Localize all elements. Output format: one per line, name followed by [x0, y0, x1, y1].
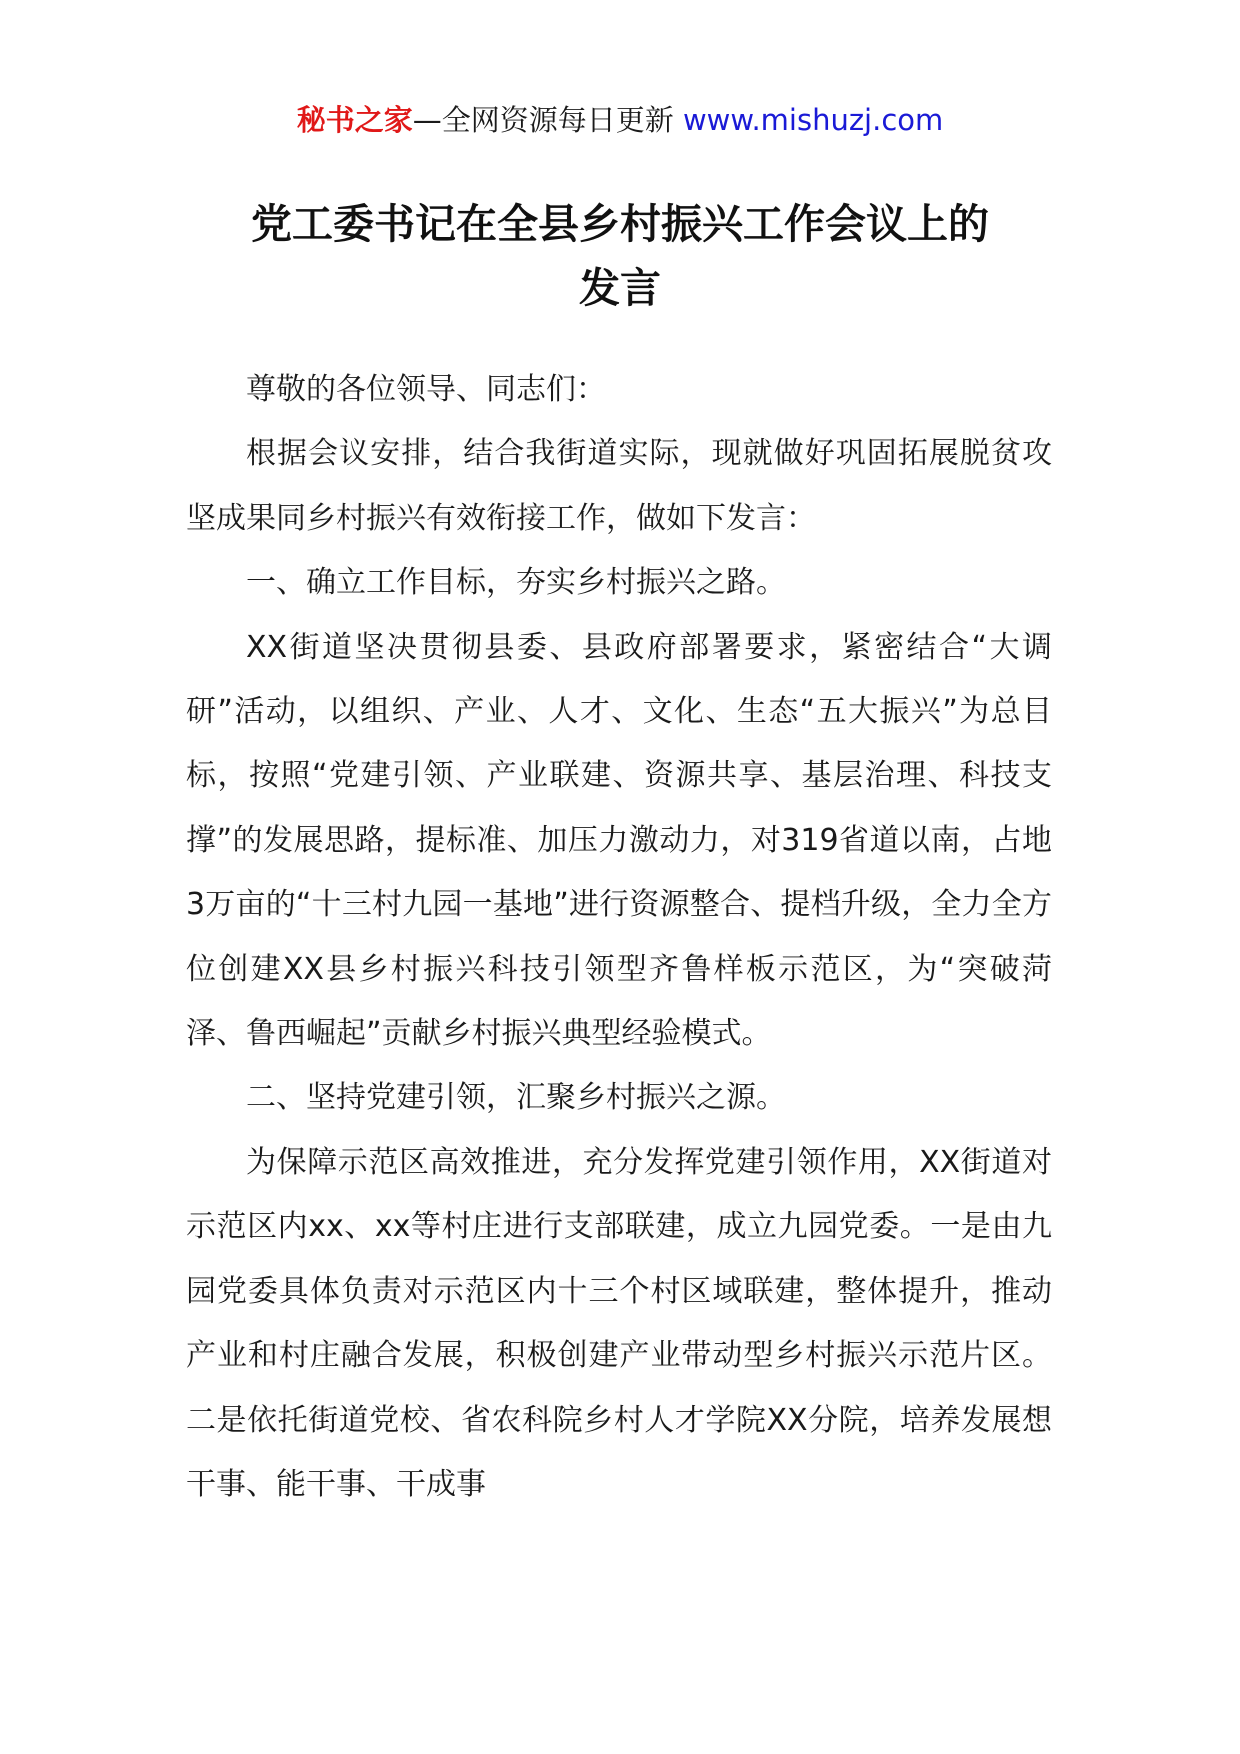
site-url-link[interactable]: www.mishuzj.com: [682, 103, 944, 137]
salutation-paragraph: 尊敬的各位领导、同志们：: [246, 372, 606, 407]
document-title-line-1: 党工委书记在全县乡村振兴工作会议上的: [251, 200, 989, 248]
site-header: [0, 100, 1240, 140]
section-heading-1: 一、确立工作目标，夯实乡村振兴之路。: [246, 565, 786, 601]
document-title-line-2: 发言: [579, 264, 661, 312]
section-1-paragraph: XX街道坚决贯彻县委、县政府部署要求，紧密结合“大调研”活动，以组织、产业、人才、文化、生态“五大振兴”为总目标，按照“党建引领、产业联建、资源共享、基层治理、科技支撑”的发展思路，提标准、加压力激动力，对319省道以南，占地3万亩的“十三村九园一基地”进行资源整合、提档升级，全力全方位创建XX县乡村振兴科技引领型齐鲁样板示范区，为“突破菏泽、鲁西崛起”贡献乡村振兴典型经验模式。: [186, 629, 1052, 1052]
intro-paragraph: 根据会议安排，结合我街道实际，现就做好巩固拓展脱贫攻坚成果同乡村振兴有效衔接工作，做如下发言：: [186, 436, 1052, 536]
section-heading-2: 二、坚持党建引领，汇聚乡村振兴之源。: [246, 1080, 786, 1116]
site-brand: 秘书之家: [296, 103, 413, 137]
document-title: [170, 192, 1070, 320]
document-body: [186, 358, 1052, 1517]
section-2-paragraph: 为保障示范区高效推进，充分发挥党建引领作用，XX街道对示范区内xx、xx等村庄进行支部联建，成立九园党委。一是由九园党委具体负责对示范区内十三个村区域联建，整体提升，推动产业和村庄融合发展，积极创建产业带动型乡村振兴示范片区。二是依托街道党校、省农科院乡村人才学院XX分院，培养发展想干事、能干事、干成事: [186, 1144, 1052, 1502]
site-slogan: —全网资源每日更新: [412, 103, 674, 137]
